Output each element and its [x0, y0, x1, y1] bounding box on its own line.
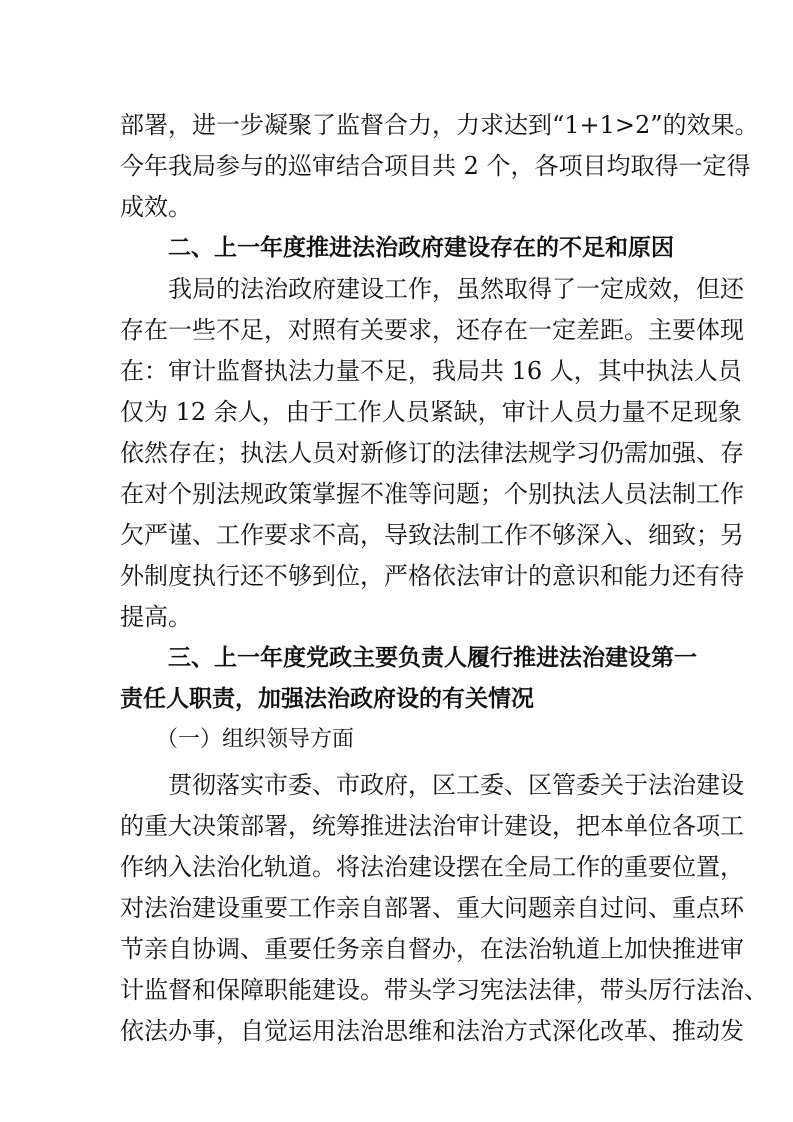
subsection-heading: （一）组织领导方面: [156, 727, 355, 752]
paragraph-line: 依法办事，自觉运用法治思维和法治方式深化改革、推动发: [120, 1017, 744, 1045]
paragraph-line: 存在一些不足，对照有关要求，还存在一定差距。主要体现: [120, 316, 744, 344]
paragraph-line: 今年我局参与的巡审结合项目共 2 个，各项目均取得一定得: [120, 152, 751, 180]
paragraph-line: 在对个别法规政策掌握不准等问题；个别执法人员法制工作: [120, 480, 744, 508]
section-heading: 三、上一年度党政主要负责人履行推进法治建设第一: [168, 645, 697, 671]
paragraph-line: 仅为 12 余人，由于工作人员紧缺，审计人员力量不足现象: [120, 398, 742, 426]
paragraph-line: 外制度执行还不够到位，严格依法审计的意识和能力还有待: [120, 562, 744, 590]
paragraph-line: 成效。: [120, 193, 192, 221]
paragraph-line: 贯彻落实市委、市政府，区工委、区管委关于法治建设: [168, 771, 744, 799]
paragraph-line: 在：审计监督执法力量不足，我局共 16 人，其中执法人员: [120, 357, 742, 385]
paragraph-line: 对法治建设重要工作亲自部署、重大问题亲自过问、重点环: [120, 894, 744, 922]
paragraph-line: 计监督和保障职能建设。带头学习宪法法律，带头厉行法治、: [120, 976, 768, 1004]
paragraph-line: 的重大决策部署，统筹推进法治审计建设，把本单位各项工: [120, 812, 744, 840]
paragraph-line: 依然存在；执法人员对新修订的法律法规学习仍需加强、存: [120, 439, 744, 467]
section-heading: 二、上一年度推进法治政府建设存在的不足和原因: [168, 235, 674, 261]
paragraph-line: 部署，进一步凝聚了监督合力，力求达到“1+1>2”的效果。: [120, 111, 759, 139]
paragraph-line: 作纳入法治化轨道。将法治建设摆在全局工作的重要位置，: [120, 853, 744, 881]
section-heading-continued: 责任人职责，加强法治政府设的有关情况: [120, 686, 534, 712]
paragraph-line: 节亲自协调、重要任务亲自督办，在法治轨道上加快推进审: [120, 935, 744, 963]
paragraph-line: 欠严谨、工作要求不高，导致法制工作不够深入、细致；另: [120, 521, 744, 549]
paragraph-line: 我局的法治政府建设工作，虽然取得了一定成效，但还: [168, 275, 744, 303]
paragraph-line: 提高。: [120, 603, 192, 631]
